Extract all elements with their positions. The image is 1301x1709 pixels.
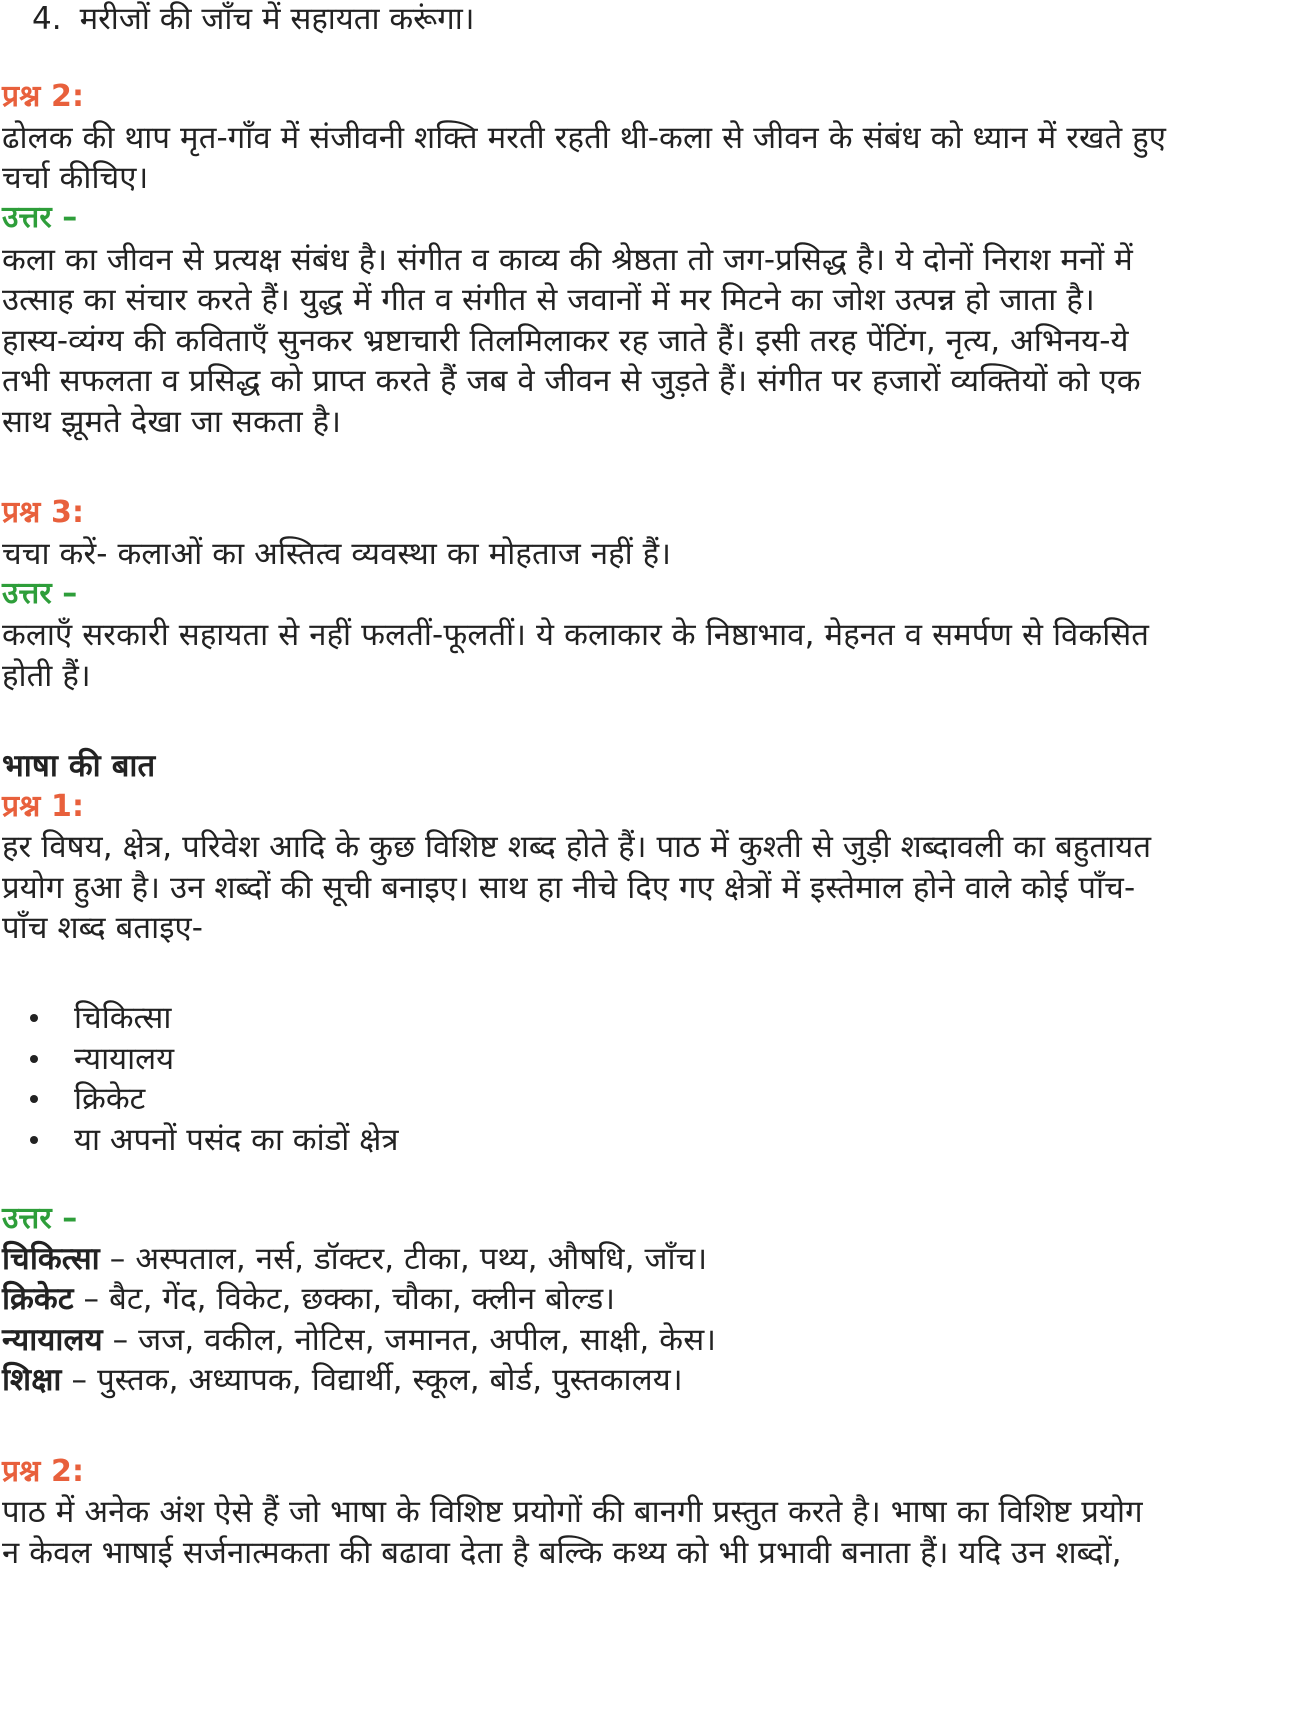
question-text-line: हर विषय, क्षेत्र, परिवेश आदि के कुछ विशिष्ट शब्द होते हैं। पाठ में कुश्ती से जुड़ी शब्दावली का बहुतायत: [2, 829, 1152, 865]
item-text: मरीजों की जाँच में सहायता करूंगा।: [79, 1, 475, 37]
answer-label: उत्तर –: [2, 200, 78, 235]
list-item-text: न्यायालय: [74, 1041, 175, 1077]
question-text-line: प्रयोग हुआ है। उन शब्दों की सूची बनाइए। साथ हा नीचे दिए गए क्षेत्रों में इस्तेमाल होने वाले कोई पाँच-: [2, 870, 1136, 906]
answer-label: उत्तर –: [2, 576, 78, 611]
answer-term: न्यायालय: [2, 1322, 103, 1358]
numbered-item: [32, 0, 474, 41]
answer-term: चिकित्सा: [2, 1241, 100, 1277]
answer-row: [2, 1358, 683, 1402]
answer-text-line: कला का जीवन से प्रत्यक्ष संबंध है। संगीत व काव्य की श्रेष्ठता तो जग-प्रसिद्ध है। ये दोनों निराश मनों में: [2, 242, 1133, 278]
question-label: प्रश्न 1:: [2, 789, 85, 824]
question-text-line: चचा करें- कलाओं का अस्तित्व व्यवस्था का मोहताज नहीं हैं।: [2, 536, 672, 572]
list-item: [30, 1077, 145, 1121]
question-label: प्रश्न 2:: [2, 79, 85, 114]
list-item: [30, 1118, 398, 1162]
section-heading: भाषा की बात: [2, 748, 156, 784]
answer-term: क्रिकेट: [2, 1281, 74, 1317]
answer-text-line: तभी सफलता व प्रसिद्ध को प्राप्त करते हैं जब वे जीवन से जुड़ते हैं। संगीत पर हजारों व्यक्तियों को एक: [2, 363, 1141, 399]
question-label: प्रश्न 2:: [2, 1454, 85, 1489]
question-text-line: ढोलक की थाप मृत-गाँव में संजीवनी शक्ति मरती रहती थी-कला से जीवन के संबंध को ध्यान में रखते हुए: [2, 120, 1167, 156]
bullet-icon: [30, 1055, 38, 1063]
item-number: 4.: [32, 1, 62, 37]
question-text-line: न केवल भाषाई सर्जनात्मकता की बढावा देता है बल्कि कथ्य को भी प्रभावी बनाता हैं। यदि उन शब्दों,: [2, 1535, 1122, 1571]
question-text-line: पाठ में अनेक अंश ऐसे हैं जो भाषा के विशिष्ट प्रयोगों की बानगी प्रस्तुत करते है। भाषा का विशिष्ट प्रयोग: [2, 1494, 1143, 1530]
answer-row: [2, 1237, 707, 1281]
answer-text-line: होती हैं।: [2, 658, 91, 694]
bullet-icon: [30, 1136, 38, 1144]
question-text-line: पाँच शब्द बताइए-: [2, 910, 204, 946]
list-item-text: चिकित्सा: [74, 1000, 172, 1036]
list-item-text: क्रिकेट: [74, 1081, 146, 1117]
answer-text-line: कलाएँ सरकारी सहायता से नहीं फलतीं-फूलतीं। ये कलाकार के निष्ठाभाव, मेहनत व समर्पण से विकसित: [2, 617, 1150, 653]
question-label: प्रश्न 3:: [2, 495, 85, 530]
answer-text-line: साथ झूमते देखा जा सकता है।: [2, 404, 342, 440]
answer-label: उत्तर –: [2, 1201, 78, 1236]
question-text-line: चर्चा कीचिए।: [2, 160, 149, 196]
answer-words: – पुस्तक, अध्यापक, विद्यार्थी, स्कूल, बोर्ड, पुस्तकालय।: [61, 1362, 683, 1398]
list-item: [30, 1037, 174, 1081]
bullet-icon: [30, 1095, 38, 1103]
answer-words: – बैट, गेंद, विकेट, छक्का, चौका, क्लीन बोल्ड।: [73, 1281, 616, 1317]
answer-term: शिक्षा: [2, 1362, 62, 1398]
bullet-icon: [30, 1014, 38, 1022]
answer-words: – जज, वकील, नोटिस, जमानत, अपील, साक्षी, केस।: [102, 1322, 717, 1358]
answer-row: [2, 1277, 615, 1321]
list-item: [30, 996, 171, 1040]
answer-text-line: उत्साह का संचार करते हैं। युद्ध में गीत व संगीत से जवानों में मर मिटने का जोश उत्पन्न हो जाता है।: [2, 282, 1095, 318]
answer-text-line: हास्य-व्यंग्य की कविताएँ सुनकर भ्रष्टाचारी तिलमिलाकर रह जाते हैं। इसी तरह पेंटिंग, नृत्य, अभिनय-ये: [2, 323, 1129, 359]
list-item-text: या अपनों पसंद का कांडों क्षेत्र: [74, 1122, 399, 1158]
answer-words: – अस्पताल, नर्स, डॉक्टर, टीका, पथ्य, औषधि, जाँच।: [99, 1241, 708, 1277]
answer-row: [2, 1318, 716, 1362]
